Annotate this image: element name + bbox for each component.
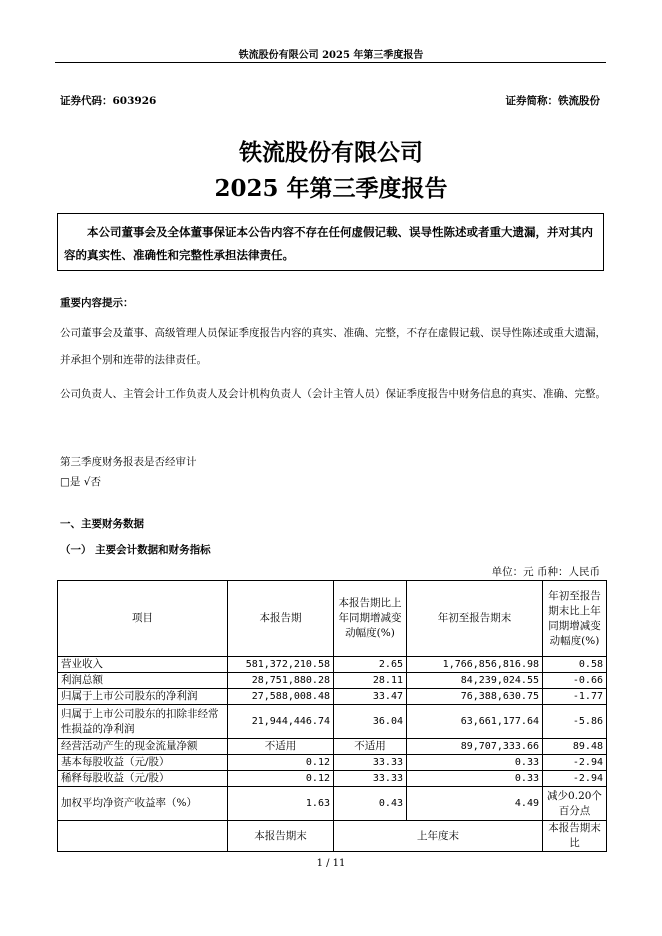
cell-value: 28.11	[334, 673, 407, 689]
cell-value: -2.94	[543, 771, 607, 787]
table-row	[58, 771, 607, 787]
cell-value: 0.12	[228, 755, 334, 771]
cell-value: 1,766,856,816.98	[407, 657, 543, 673]
cell-value: 33.47	[334, 689, 407, 705]
important-paragraph-1: 公司董事会及董事、高级管理人员保证季度报告内容的真实、准确、完整，不存在虚假记载、误导性陈述或重大遗漏，并承担个别和连带的法律责任。	[60, 327, 606, 366]
cell-value: 0.12	[228, 771, 334, 787]
cell-value: 33.33	[334, 755, 407, 771]
row-label: 归属于上市公司股东的扣除非经常性损益的净利润	[58, 705, 228, 739]
audit-answer: □是 √否	[60, 476, 101, 488]
table-row	[58, 657, 607, 673]
cell-value: 不适用	[228, 739, 334, 755]
cell-value: 63,661,177.64	[407, 705, 543, 739]
cell-value: -2.94	[543, 755, 607, 771]
cell-value: 84,239,024.55	[407, 673, 543, 689]
company-title: 铁流股份有限公司	[239, 139, 423, 166]
report-title: 2025 年第三季度报告	[214, 175, 448, 202]
subsection-heading: （一） 主要会计数据和财务指标	[60, 544, 211, 556]
row-label: 稀释每股收益（元/股）	[58, 771, 228, 787]
board-notice-box: 本公司董事会及全体董事保证本公告内容不存在任何虚假记载、误导性陈述或者重大遗漏，并对其内容的真实性、准确性和完整性承担法律责任。	[57, 213, 604, 271]
table-row	[58, 755, 607, 771]
row-label: 营业收入	[58, 657, 228, 673]
audit-question: 第三季度财务报表是否经审计	[60, 456, 197, 468]
row-label: 利润总额	[58, 673, 228, 689]
cell-value: 0.33	[407, 771, 543, 787]
stock-code: 证券代码：603926	[60, 95, 157, 107]
table-row	[58, 705, 607, 739]
table-header-row	[58, 581, 607, 657]
row-label: 加权平均净资产收益率（%）	[58, 787, 228, 821]
row-label: 经营活动产生的现金流量净额	[58, 739, 228, 755]
cell-value: 不适用	[334, 739, 407, 755]
cell-value: 2.65	[334, 657, 407, 673]
header-cell: 本报告期比上年同期增减变动幅度(%)	[334, 581, 407, 657]
header-rule	[55, 62, 606, 63]
cell-value: 上年度末	[334, 821, 543, 852]
running-header: 铁流股份有限公司 2025 年第三季度报告	[238, 50, 424, 61]
table-row	[58, 673, 607, 689]
table-row	[58, 739, 607, 755]
header-cell: 年初至报告期末比上年同期增减变动幅度(%)	[543, 581, 607, 657]
cell-value: 28,751,880.28	[228, 673, 334, 689]
cell-value: 本报告期末比	[543, 821, 607, 852]
cell-value: -5.86	[543, 705, 607, 739]
header-cell: 年初至报告期末	[407, 581, 543, 657]
financial-table	[57, 580, 607, 852]
cell-value: 0.33	[407, 755, 543, 771]
header-cell: 项目	[58, 581, 228, 657]
cell-value: 76,388,630.75	[407, 689, 543, 705]
table-row	[58, 787, 607, 821]
cell-value: 0.43	[334, 787, 407, 821]
important-paragraph-2: 公司负责人、主管会计工作负责人及会计机构负责人（会计主管人员）保证季度报告中财务信息的真实、准确、完整。	[60, 388, 606, 400]
cell-value: 89.48	[543, 739, 607, 755]
cell-value: 33.33	[334, 771, 407, 787]
cell-value: 581,372,210.58	[228, 657, 334, 673]
currency-unit: 单位：元 币种：人民币	[491, 566, 600, 578]
cell-value: 89,707,333.66	[407, 739, 543, 755]
row-label: 基本每股收益（元/股）	[58, 755, 228, 771]
cell-value: 0.58	[543, 657, 607, 673]
important-heading: 重要内容提示：	[60, 297, 134, 309]
stock-short-name: 证券简称：铁流股份	[505, 95, 600, 107]
cell-value: -1.77	[543, 689, 607, 705]
table-row	[58, 821, 607, 852]
cell-value: -0.66	[543, 673, 607, 689]
table-row	[58, 689, 607, 705]
row-label: 归属于上市公司股东的净利润	[58, 689, 228, 705]
cell-value: 4.49	[407, 787, 543, 821]
cell-value: 1.63	[228, 787, 334, 821]
cell-value: 21,944,446.74	[228, 705, 334, 739]
cell-value: 27,588,008.48	[228, 689, 334, 705]
section-heading: 一、主要财务数据	[60, 518, 144, 530]
cell-value: 减少0.20个百分点	[543, 787, 607, 821]
cell-value: 36.04	[334, 705, 407, 739]
header-cell: 本报告期	[228, 581, 334, 657]
page-number: 1 / 11	[316, 858, 346, 869]
row-label	[58, 821, 228, 852]
cell-value: 本报告期末	[228, 821, 334, 852]
